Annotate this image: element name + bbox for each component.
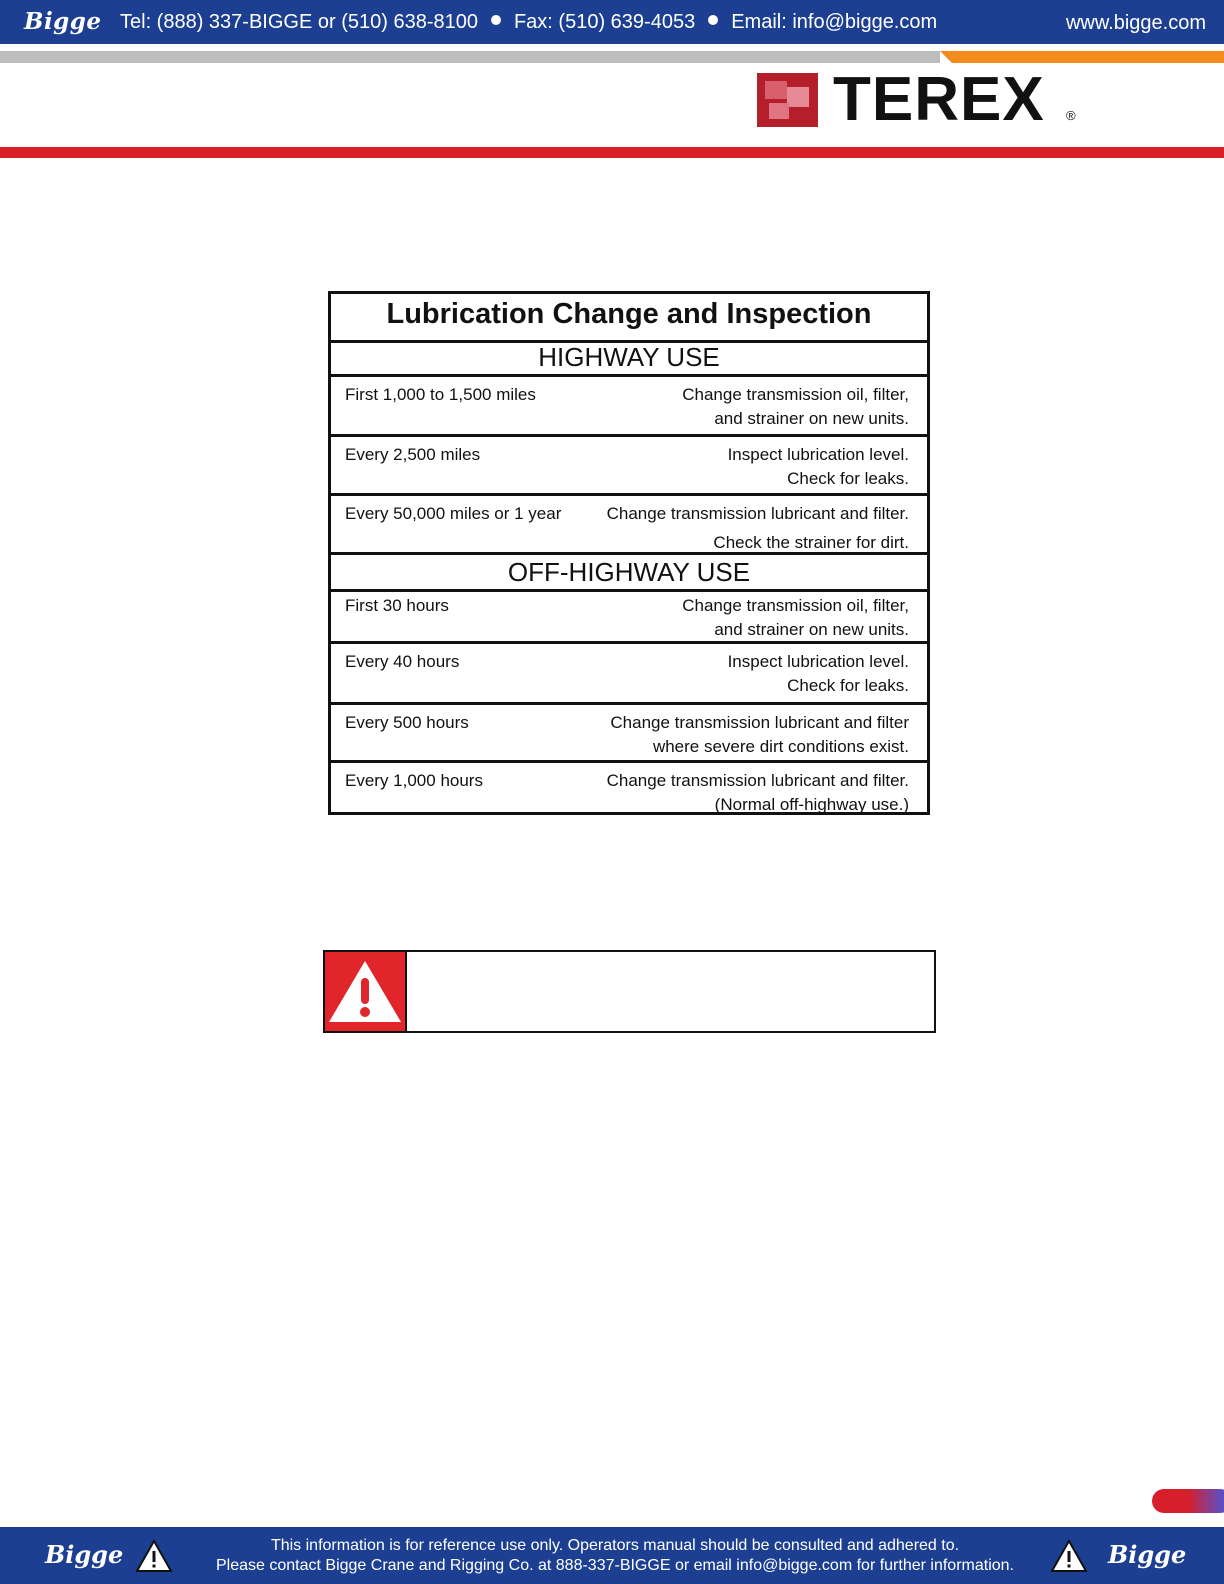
- footer-logo: Bigge: [45, 1540, 124, 1569]
- disclaimer-line-2: Please contact Bigge Crane and Rigging Co. at 888-337-BIGGE or email info@bigge.com for further information.: [216, 1557, 1014, 1574]
- warning-box: [323, 950, 936, 1033]
- table-row: [331, 763, 927, 815]
- action-text: Change transmission lubricant and filter. (Normal off-highway use.): [606, 771, 909, 814]
- table-row: [331, 705, 927, 763]
- highway-heading: HIGHWAY USE: [331, 340, 927, 377]
- disclaimer: [200, 1536, 1030, 1576]
- footer-logo: Bigge: [1108, 1540, 1187, 1569]
- chart-title: Lubrication Change and Inspection: [331, 294, 927, 343]
- header-bar: [0, 0, 1224, 44]
- lubrication-chart: [328, 291, 930, 815]
- interval-label: First 30 hours: [345, 596, 449, 615]
- action-text: Inspect lubrication level. Check for leaks.: [727, 445, 909, 488]
- terex-badge-icon: [757, 73, 818, 127]
- interval-label: Every 2,500 miles: [345, 445, 481, 464]
- table-row: [331, 437, 927, 496]
- interval-label: Every 1,000 hours: [345, 771, 483, 790]
- action-text: Change transmission lubricant and filter where severe dirt conditions exist.: [610, 713, 909, 756]
- table-row: [331, 496, 927, 555]
- action-text: Change transmission oil, filter, and strainer on new units.: [682, 385, 909, 428]
- decorative-pill: [1152, 1489, 1224, 1513]
- phone-number[interactable]: Tel: (888) 337-BIGGE or (510) 638-8100: [120, 11, 478, 33]
- orange-stripe: [940, 51, 1224, 63]
- action-text: Change transmission lubricant and filter. Check the strainer for dirt.: [606, 504, 909, 552]
- disclaimer-line-1: This information is for reference use only. Operators manual should be consulted and adhered to.: [270, 1537, 960, 1554]
- action-text: Inspect lubrication level. Check for leaks.: [727, 652, 909, 695]
- table-row: [331, 592, 927, 644]
- red-divider: [0, 147, 1224, 158]
- offhighway-heading: OFF-HIGHWAY USE: [331, 555, 927, 592]
- interval-label: Every 500 hours: [345, 713, 469, 732]
- gray-stripe: [0, 51, 940, 63]
- bullet-icon: [491, 15, 501, 25]
- action-text: Change transmission oil, filter, and strainer on new units.: [682, 596, 909, 639]
- table-row: [331, 644, 927, 705]
- table-row: [331, 377, 927, 437]
- footer-bar: [0, 1527, 1224, 1584]
- fax-number: Fax: (510) 639-4053: [513, 11, 696, 33]
- interval-label: First 1,000 to 1,500 miles: [345, 385, 536, 404]
- email-link[interactable]: Email: info@bigge.com: [731, 11, 938, 33]
- caution-icon: [135, 1539, 173, 1573]
- warning-icon: [325, 952, 407, 1031]
- website-link[interactable]: www.bigge.com: [1065, 12, 1206, 34]
- interval-label: Every 50,000 miles or 1 year: [345, 504, 562, 523]
- interval-label: Every 40 hours: [345, 652, 460, 671]
- caution-icon: [1050, 1539, 1088, 1573]
- bullet-icon: [708, 15, 718, 25]
- terex-logo: TEREX: [833, 65, 1045, 134]
- bigge-logo: Bigge: [24, 8, 102, 35]
- contact-info: [120, 11, 937, 34]
- registered-mark: ®: [1066, 108, 1076, 123]
